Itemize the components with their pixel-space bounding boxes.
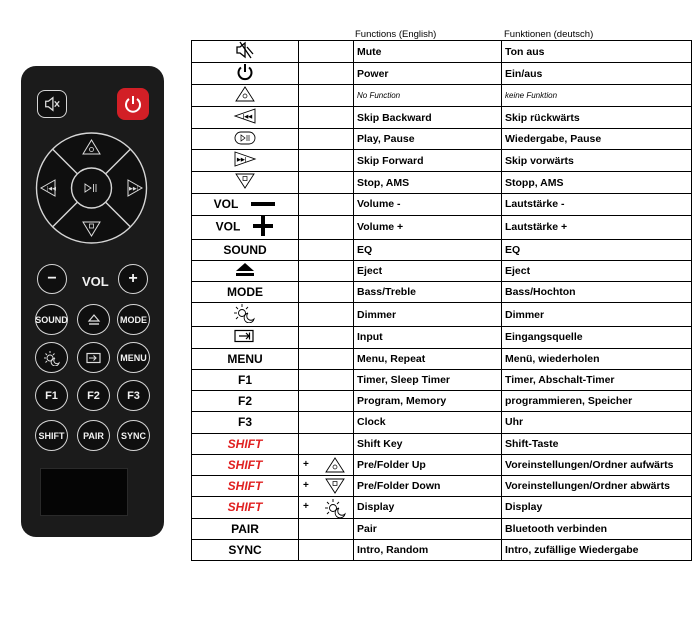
combo-cell <box>299 107 354 129</box>
function-english: Dimmer <box>354 303 502 327</box>
mode-button[interactable]: MODE <box>117 304 150 335</box>
play-pause-icon <box>233 130 257 149</box>
function-english: EQ <box>354 239 502 260</box>
table-row <box>192 194 692 215</box>
dimmer-icon <box>43 350 61 366</box>
sound-button[interactable]: SOUND <box>35 304 68 335</box>
function-english: Timer, Sleep Timer <box>354 369 502 390</box>
function-english: Pre/Folder Up <box>354 454 502 475</box>
table-row <box>192 63 692 85</box>
menu-button[interactable]: MENU <box>117 342 150 373</box>
combo-cell <box>299 327 354 348</box>
function-german: Skip rückwärts <box>502 107 692 129</box>
key-label: MODE <box>227 285 263 300</box>
key-cell <box>192 41 299 63</box>
combo-cell <box>299 85 354 107</box>
mute-button[interactable] <box>37 90 67 118</box>
function-english: Input <box>354 327 502 348</box>
table-row <box>192 107 692 129</box>
key-cell <box>192 539 299 560</box>
key-cell <box>192 107 299 129</box>
table-row <box>192 260 692 281</box>
function-english: Clock <box>354 412 502 433</box>
svg-text:|◀◀: |◀◀ <box>47 186 56 192</box>
function-english: Menu, Repeat <box>354 348 502 369</box>
key-cell <box>192 129 299 150</box>
table-row <box>192 303 692 327</box>
table-row <box>192 497 692 518</box>
combo-cell <box>299 150 354 172</box>
header-german: Funktionen (deutsch) <box>504 29 594 40</box>
combo-cell <box>299 497 354 518</box>
combo-cell <box>299 476 354 497</box>
direction-pad <box>34 132 149 244</box>
key-cell <box>192 239 299 260</box>
combo-cell <box>299 63 354 85</box>
combo-cell <box>299 454 354 475</box>
table-row <box>192 41 692 63</box>
function-german: Menü, wiederholen <box>502 348 692 369</box>
function-german: Stopp, AMS <box>502 172 692 194</box>
table-row <box>192 369 692 390</box>
function-german: Bluetooth verbinden <box>502 518 692 539</box>
combo-cell <box>299 391 354 412</box>
function-english: No Function <box>354 85 502 107</box>
function-german: EQ <box>502 239 692 260</box>
combo-cell <box>299 282 354 303</box>
key-cell <box>192 63 299 85</box>
table-row <box>192 150 692 172</box>
function-english: Volume + <box>354 215 502 239</box>
key-cell <box>192 454 299 475</box>
function-german: Bass/Hochton <box>502 282 692 303</box>
function-german: Uhr <box>502 412 692 433</box>
table-row <box>192 433 692 454</box>
key-cell <box>192 327 299 348</box>
mute-icon <box>235 41 255 62</box>
key-label: SHIFT <box>227 500 263 515</box>
eject-icon <box>87 314 101 326</box>
key-cell <box>192 391 299 412</box>
eject-button[interactable] <box>77 304 110 335</box>
function-english: Stop, AMS <box>354 172 502 194</box>
volume-down-button[interactable]: − <box>37 264 67 294</box>
function-german: Eject <box>502 260 692 281</box>
function-german: Eingangsquelle <box>502 327 692 348</box>
combo-cell <box>299 239 354 260</box>
dimmer-button[interactable] <box>35 342 68 373</box>
function-english: Play, Pause <box>354 129 502 150</box>
key-label: F3 <box>237 415 252 430</box>
plus-sign: + <box>303 480 309 491</box>
table-row <box>192 412 692 433</box>
function-english: Shift Key <box>354 433 502 454</box>
plus-sign: + <box>303 501 309 513</box>
key-label: F1 <box>237 372 252 387</box>
combo-cell <box>299 518 354 539</box>
table-row <box>192 454 692 475</box>
combo-cell <box>299 172 354 194</box>
stop-icon <box>324 477 346 498</box>
f2-button[interactable]: F2 <box>77 380 110 411</box>
key-cell <box>192 194 299 215</box>
key-label: SHIFT <box>227 479 263 494</box>
key-cell <box>192 348 299 369</box>
input-icon <box>234 329 256 346</box>
combo-cell <box>299 539 354 560</box>
function-german: Lautstärke - <box>502 194 692 215</box>
table-row <box>192 476 692 497</box>
up-triangle-icon <box>234 85 256 106</box>
function-english: Eject <box>354 260 502 281</box>
svg-text:▶▶|: ▶▶| <box>237 157 247 164</box>
function-german: Voreinstellungen/Ordner aufwärts <box>502 454 692 475</box>
combo-cell <box>299 369 354 390</box>
function-german: Skip vorwärts <box>502 150 692 172</box>
input-button[interactable] <box>77 342 110 373</box>
up-triangle-icon <box>324 456 346 477</box>
function-english: Power <box>354 63 502 85</box>
remote-control <box>21 66 164 537</box>
header-english: Functions (English) <box>355 29 437 40</box>
f1-button[interactable]: F1 <box>35 380 68 411</box>
function-german: Dimmer <box>502 303 692 327</box>
volume-up-button[interactable]: + <box>118 264 148 294</box>
key-label: VOL <box>215 219 241 234</box>
dimmer-icon <box>233 303 257 326</box>
combo-cell <box>299 412 354 433</box>
key-cell <box>192 150 299 172</box>
key-cell <box>192 518 299 539</box>
key-cell <box>192 476 299 497</box>
function-table <box>191 40 692 561</box>
remote-display-window <box>40 468 128 516</box>
function-german: Timer, Abschalt-Timer <box>502 369 692 390</box>
skip-forward-icon <box>233 150 257 171</box>
combo-cell <box>299 348 354 369</box>
function-english: Program, Memory <box>354 391 502 412</box>
sync-button[interactable]: SYNC <box>117 420 150 451</box>
power-button[interactable] <box>117 88 149 120</box>
function-english: Display <box>354 497 502 518</box>
combo-cell <box>299 194 354 215</box>
function-english: Bass/Treble <box>354 282 502 303</box>
function-english: Intro, Random <box>354 539 502 560</box>
volume-label: VOL <box>82 274 109 289</box>
function-german: keine Funktion <box>502 85 692 107</box>
key-label: SYNC <box>228 542 262 557</box>
table-row <box>192 282 692 303</box>
function-german: Ein/aus <box>502 63 692 85</box>
table-row <box>192 518 692 539</box>
svg-text:|◀◀: |◀◀ <box>243 114 253 120</box>
power-icon <box>236 63 254 84</box>
key-cell <box>192 260 299 281</box>
minus-icon <box>250 198 276 212</box>
key-cell <box>192 282 299 303</box>
table-row <box>192 129 692 150</box>
key-cell <box>192 412 299 433</box>
combo-cell <box>299 303 354 327</box>
key-label: PAIR <box>231 521 259 536</box>
combo-cell <box>299 41 354 63</box>
function-english: Volume - <box>354 194 502 215</box>
key-cell <box>192 433 299 454</box>
power-icon <box>123 94 143 114</box>
shift-button[interactable]: SHIFT <box>35 420 68 451</box>
input-icon <box>86 352 102 364</box>
function-english: Pair <box>354 518 502 539</box>
plus-sign: + <box>303 458 309 470</box>
function-german: Display <box>502 497 692 518</box>
combo-cell <box>299 215 354 239</box>
key-label: F2 <box>237 394 252 409</box>
combo-cell <box>299 433 354 454</box>
table-row <box>192 348 692 369</box>
function-german: Intro, zufällige Wiedergabe <box>502 539 692 560</box>
function-german: Shift-Taste <box>502 433 692 454</box>
table-row <box>192 539 692 560</box>
function-english: Mute <box>354 41 502 63</box>
combo-cell <box>299 129 354 150</box>
function-english: Skip Forward <box>354 150 502 172</box>
key-cell <box>192 215 299 239</box>
stop-icon <box>234 172 256 193</box>
key-cell <box>192 497 299 518</box>
key-label: SHIFT <box>227 457 263 472</box>
key-cell <box>192 369 299 390</box>
table-row <box>192 85 692 107</box>
key-cell <box>192 172 299 194</box>
function-english: Skip Backward <box>354 107 502 129</box>
plus-icon <box>252 216 274 239</box>
table-row <box>192 391 692 412</box>
function-german: Ton aus <box>502 41 692 63</box>
table-row <box>192 327 692 348</box>
key-label: MENU <box>227 351 263 366</box>
f3-button[interactable]: F3 <box>117 380 150 411</box>
function-english: Pre/Folder Down <box>354 476 502 497</box>
svg-text:▶▶|: ▶▶| <box>129 186 138 192</box>
table-row <box>192 239 692 260</box>
function-german: programmieren, Speicher <box>502 391 692 412</box>
key-cell <box>192 85 299 107</box>
mute-icon <box>43 95 61 113</box>
key-cell <box>192 303 299 327</box>
table-row <box>192 215 692 239</box>
key-label: VOL <box>213 196 239 211</box>
key-label: SHIFT <box>227 436 263 451</box>
skip-backward-icon <box>233 107 257 128</box>
function-german: Wiedergabe, Pause <box>502 129 692 150</box>
table-row <box>192 172 692 194</box>
key-label: SOUND <box>223 242 267 257</box>
eject-icon <box>234 261 256 280</box>
function-german: Voreinstellungen/Ordner abwärts <box>502 476 692 497</box>
pair-button[interactable]: PAIR <box>77 420 110 451</box>
function-german: Lautstärke + <box>502 215 692 239</box>
combo-cell <box>299 260 354 281</box>
